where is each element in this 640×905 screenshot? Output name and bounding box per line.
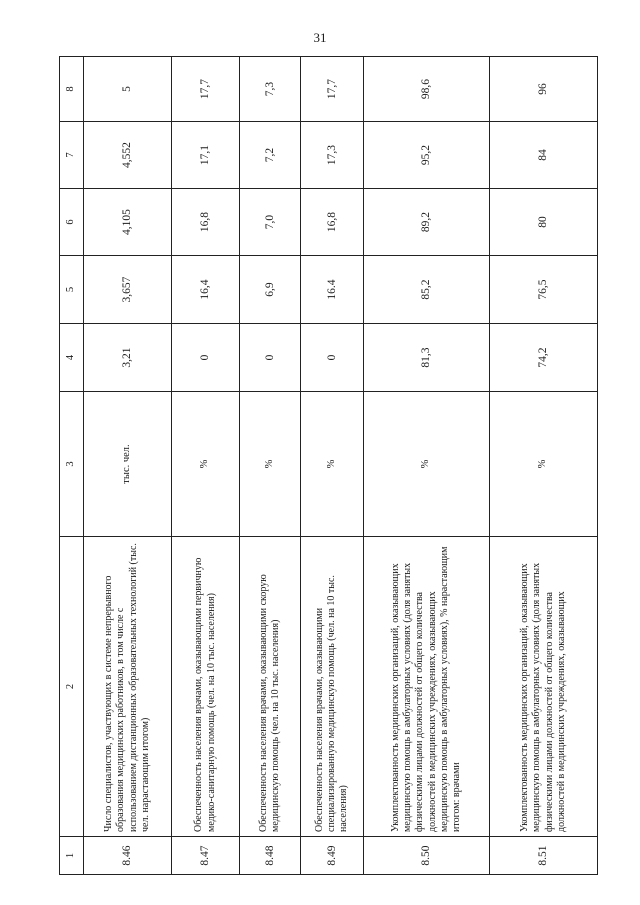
value-cell: 16,8 <box>301 189 364 256</box>
value-cell: 16,8 <box>172 189 240 256</box>
unit-cell: % <box>301 392 364 537</box>
value-cell: 3,657 <box>84 256 172 324</box>
indicator-name: Обеспеченность населения врачами, оказывающими скорую медицинскую помощь (чел. на 10 тыс. населения) <box>240 537 301 837</box>
value-cell: 0 <box>240 324 301 392</box>
unit-cell: % <box>364 392 490 537</box>
value-cell: 0 <box>172 324 240 392</box>
col-header-7: 7 <box>60 122 84 189</box>
value-cell: 96 <box>490 57 598 122</box>
value-cell: 74,2 <box>490 324 598 392</box>
value-cell: 16,4 <box>172 256 240 324</box>
value-cell: 17,7 <box>172 57 240 122</box>
rotated-table-container <box>59 57 597 875</box>
value-cell: 4,552 <box>84 122 172 189</box>
value-cell: 0 <box>301 324 364 392</box>
unit-cell: тыс. чел. <box>84 392 172 537</box>
col-header-1: 1 <box>60 837 84 875</box>
value-cell: 76,5 <box>490 256 598 324</box>
row-number: 8.51 <box>490 837 598 875</box>
value-cell: 98,6 <box>364 57 490 122</box>
value-cell: 95,2 <box>364 122 490 189</box>
row-number: 8.47 <box>172 837 240 875</box>
value-cell: 4,105 <box>84 189 172 256</box>
col-header-8: 8 <box>60 57 84 122</box>
row-number: 8.46 <box>84 837 172 875</box>
indicator-name: Обеспеченность населения врачами, оказывающими специализированную медицинскую помощь (чел. на 10 тыс. населения) <box>301 537 364 837</box>
row-number: 8.48 <box>240 837 301 875</box>
col-header-4: 4 <box>60 324 84 392</box>
row-number: 8.50 <box>364 837 490 875</box>
table-row <box>240 57 301 875</box>
header-row <box>60 57 84 875</box>
value-cell: 7,2 <box>240 122 301 189</box>
col-header-6: 6 <box>60 189 84 256</box>
table-row <box>364 57 490 875</box>
indicators-table <box>59 56 598 875</box>
table-row <box>172 57 240 875</box>
table-row <box>490 57 598 875</box>
value-cell: 7,0 <box>240 189 301 256</box>
value-cell: 89,2 <box>364 189 490 256</box>
row-number: 8.49 <box>301 837 364 875</box>
table-row <box>84 57 172 875</box>
col-header-2: 2 <box>60 537 84 837</box>
indicator-name: Укомплектованность медицинских организаций, оказывающих медицинскую помощь в амбулаторных условиях (доля занятых физическими лицами должностей от общего количества должностей в медицинских учреждениях, оказывающих <box>490 537 598 837</box>
value-cell: 85,2 <box>364 256 490 324</box>
value-cell: 16.4 <box>301 256 364 324</box>
page-number: 31 <box>313 30 327 45</box>
value-cell: 80 <box>490 189 598 256</box>
value-cell: 6,9 <box>240 256 301 324</box>
value-cell: 17,7 <box>301 57 364 122</box>
indicator-name: Обеспеченность населения врачами, оказывающими первичную медико-санитарную помощь (чел. на 10 тыс. населения) <box>172 537 240 837</box>
unit-cell: % <box>172 392 240 537</box>
unit-cell: % <box>490 392 598 537</box>
table-row <box>301 57 364 875</box>
value-cell: 84 <box>490 122 598 189</box>
indicator-name: Укомплектованность медицинских организаций, оказывающих медицинскую помощь в амбулаторных условиях (доля занятых физическими лицами должностей от общего количества должностей в медицинских учреждениях, оказывающих медицинскую помощь в амбулаторных условиях), % нарастающим итогом: врачами <box>364 537 490 837</box>
value-cell: 5 <box>84 57 172 122</box>
unit-cell: % <box>240 392 301 537</box>
value-cell: 81,3 <box>364 324 490 392</box>
value-cell: 3,21 <box>84 324 172 392</box>
value-cell: 17,1 <box>172 122 240 189</box>
col-header-3: 3 <box>60 392 84 537</box>
value-cell: 17,3 <box>301 122 364 189</box>
col-header-5: 5 <box>60 256 84 324</box>
indicator-name: Число специалистов, участвующих в системе непрерывного образования медицинских работников, в том числе с использованием дистанционных образовательных технологий (тыс. чел. нарастающим итогом) <box>84 537 172 837</box>
value-cell: 7,3 <box>240 57 301 122</box>
